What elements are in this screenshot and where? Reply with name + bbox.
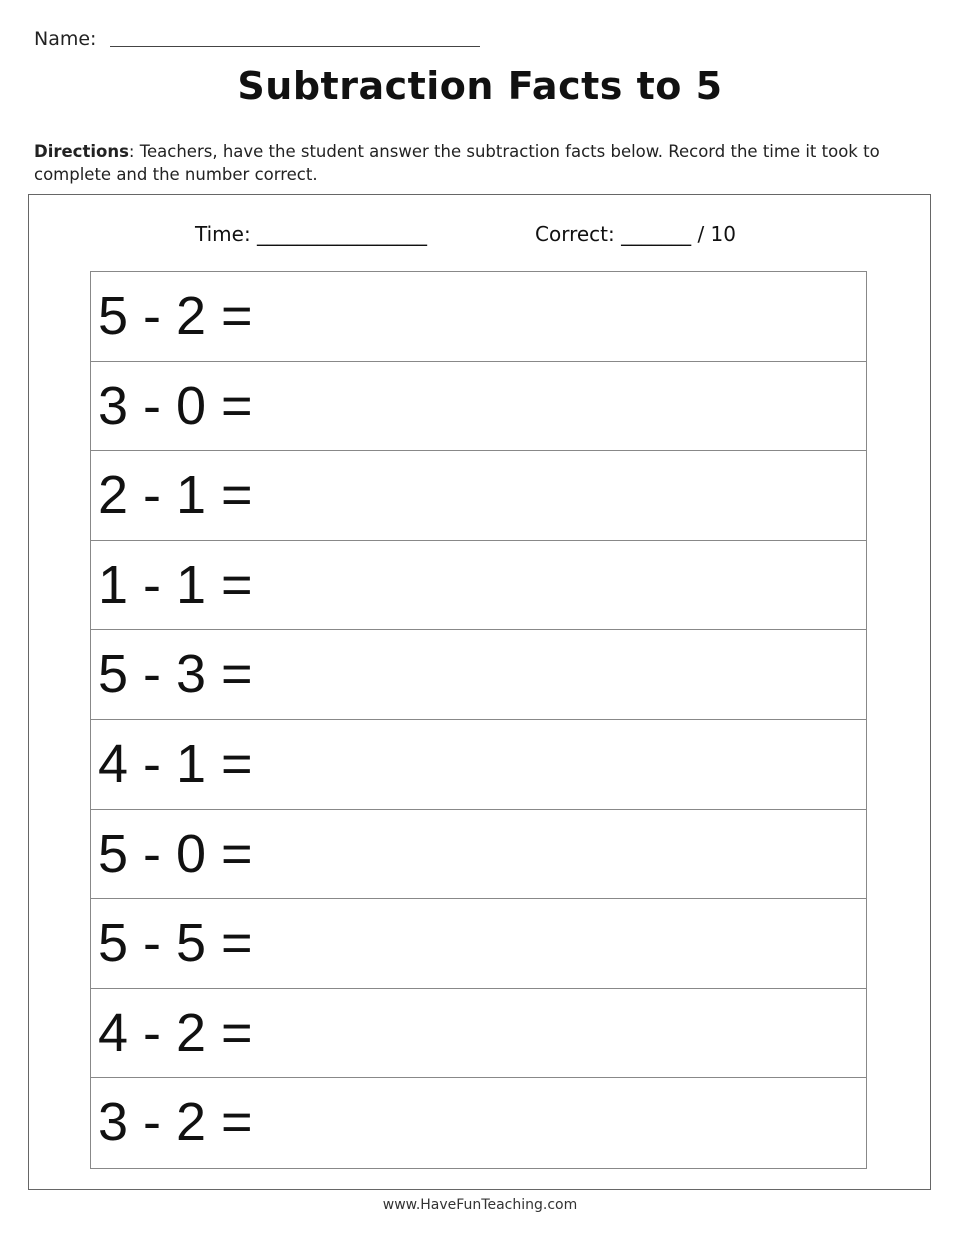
footer-site-link[interactable]: www.HaveFunTeaching.com	[382, 1197, 578, 1213]
problem-row[interactable]	[91, 541, 866, 631]
problem-row[interactable]	[91, 989, 866, 1079]
directions	[34, 140, 914, 186]
problem-text: 2 - 1 =	[98, 465, 253, 526]
problem-row[interactable]	[91, 1078, 866, 1168]
directions-text: : Teachers, have the student answer the subtraction facts below. Record the time it took to complete and the number correct.	[34, 142, 880, 184]
problem-text: 4 - 1 =	[98, 733, 253, 794]
problem-text: 5 - 3 =	[98, 644, 253, 705]
problem-text: 4 - 2 =	[98, 1002, 253, 1063]
problem-row[interactable]	[91, 451, 866, 541]
problem-text: 5 - 2 =	[98, 286, 253, 346]
problem-row[interactable]	[91, 272, 866, 362]
problem-text: 5 - 5 =	[98, 913, 253, 974]
problem-text: 1 - 1 =	[98, 554, 253, 615]
problem-text: 3 - 0 =	[98, 375, 253, 436]
directions-label: Directions	[34, 142, 129, 161]
time-field[interactable]: Time: _________________	[195, 222, 428, 246]
name-label: Name:	[34, 28, 97, 50]
correct-field[interactable]: Correct: _______ / 10	[535, 222, 736, 246]
problem-row[interactable]	[91, 630, 866, 720]
problems-table	[90, 271, 867, 1169]
problem-text: 5 - 0 =	[98, 823, 253, 884]
page-title: Subtraction Facts to 5	[237, 64, 723, 108]
problem-row[interactable]	[91, 899, 866, 989]
problem-row[interactable]	[91, 720, 866, 810]
problem-text: 3 - 2 =	[98, 1092, 253, 1153]
problem-row[interactable]	[91, 362, 866, 452]
problem-row[interactable]	[91, 810, 866, 900]
name-answer-line[interactable]	[110, 46, 480, 47]
